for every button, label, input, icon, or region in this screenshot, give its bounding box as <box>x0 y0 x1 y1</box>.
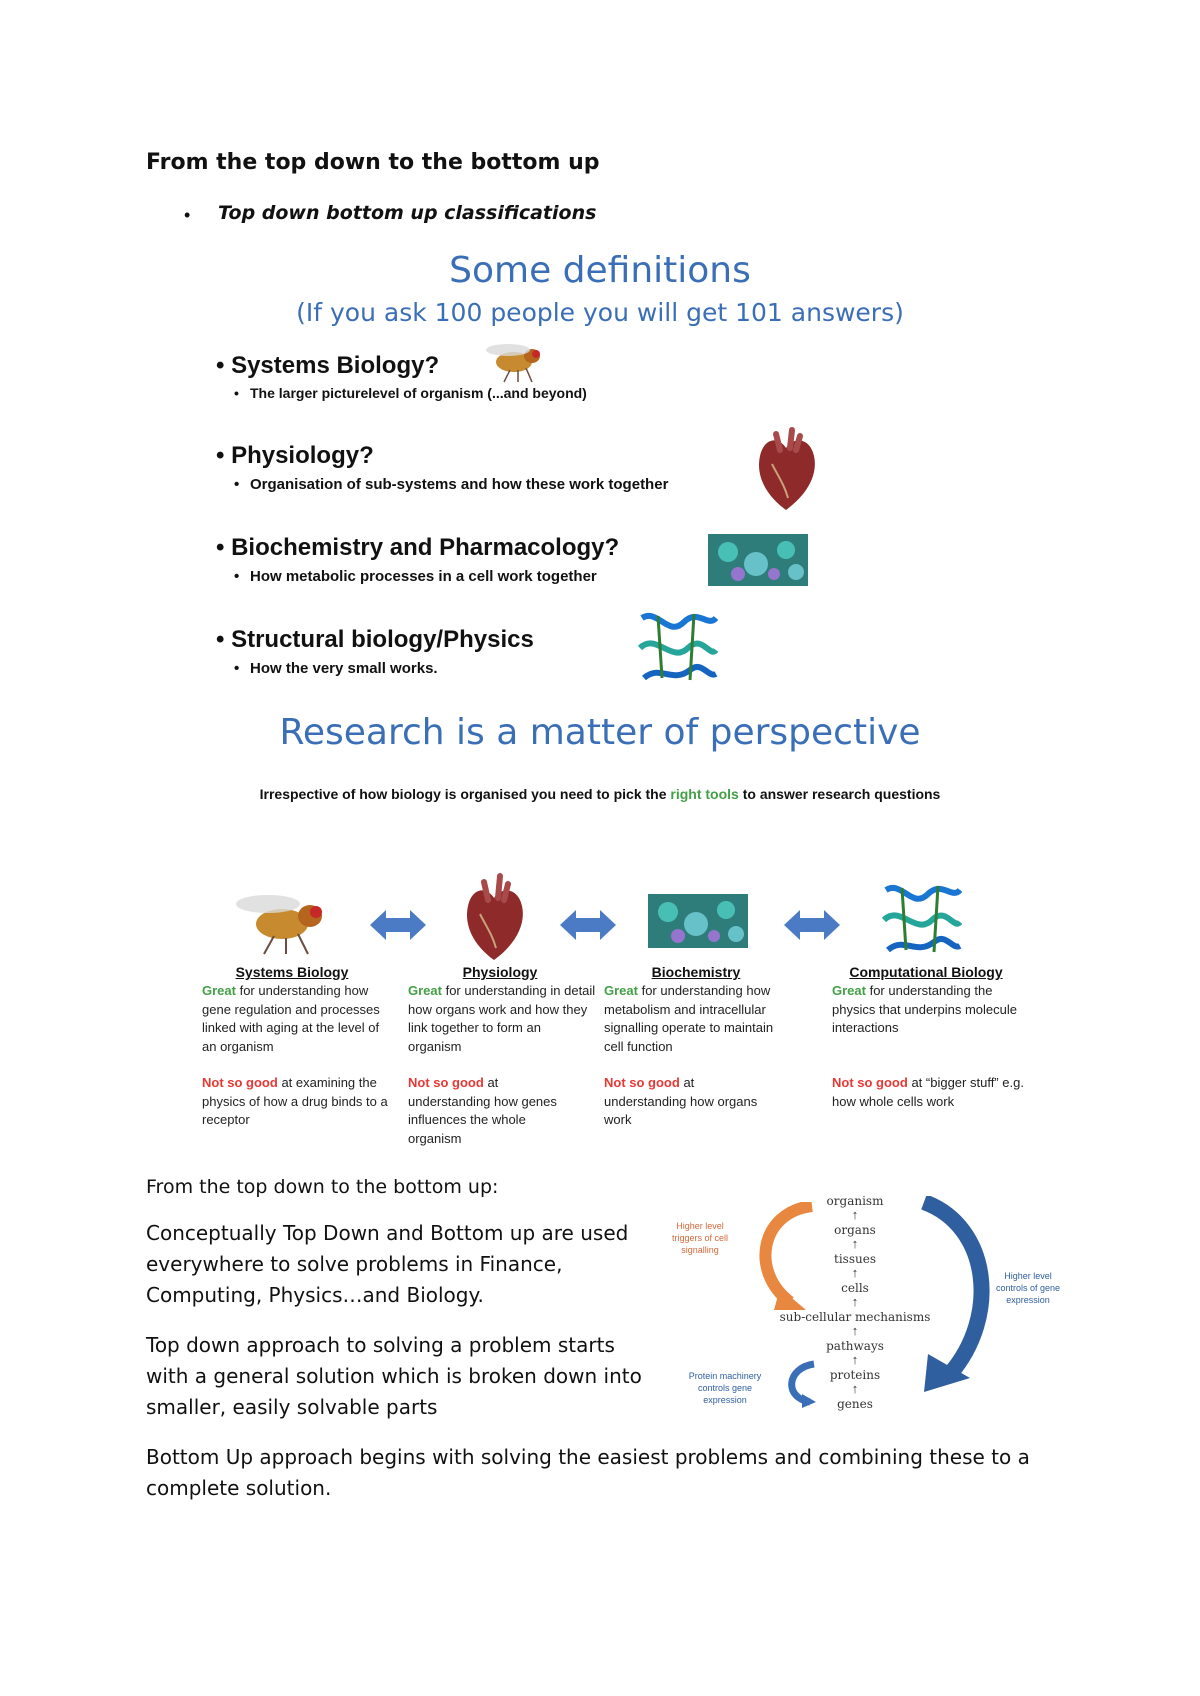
def-systems-biology-sub: • The larger picturelevel of organism (...and beyond) <box>250 385 587 401</box>
col-title-physiology: Physiology <box>462 964 538 980</box>
body-paragraph-2: Conceptually Top Down and Bottom up are used everywhere to solve problems in Finance, Computing, Physics…and Biology. <box>146 1221 629 1307</box>
body-paragraph-3: Top down approach to solving a problem starts with a general solution which is broken down into smaller, easily solvable parts <box>146 1333 642 1419</box>
protein-structure-image <box>638 608 718 684</box>
def-structural-sub: • How the very small works. <box>250 660 438 677</box>
fly-image <box>482 336 554 384</box>
col-bad-biochemistry: Not so good at understanding how organs work <box>604 1075 758 1127</box>
def-physiology: • Physiology? <box>216 442 374 469</box>
def-physiology-sub: • Organisation of sub-systems and how these work together <box>250 476 668 493</box>
curved-blue-arrow-icon <box>910 1196 1000 1396</box>
curved-orange-arrow-icon <box>740 1202 820 1312</box>
up-arrow-icon: ↑ <box>851 1236 859 1251</box>
def-systems-biology: • Systems Biology? <box>216 352 440 379</box>
double-arrow-1 <box>370 908 426 942</box>
note-higher-level-controls: Higher level controls of gene expression <box>995 1271 1061 1305</box>
body-paragraph-1: From the top down to the bottom up: <box>146 1176 499 1198</box>
level-cells: cells <box>841 1281 869 1295</box>
def-structural: • Structural biology/Physics <box>216 626 534 653</box>
col-great-systems-biology: Great for understanding how gene regulation and processes linked with aging at the level of an organism <box>202 983 380 1054</box>
protein-structure-image-large <box>882 880 962 956</box>
col-bad-systems-biology: Not so good at examining the physics of how a drug binds to a receptor <box>202 1075 388 1127</box>
note-higher-level-triggers: Higher level triggers of cell signalling <box>671 1221 729 1255</box>
level-pathways: pathways <box>826 1339 884 1353</box>
def-biochemistry-sub: • How metabolic processes in a cell work together <box>250 568 597 585</box>
level-proteins: proteins <box>829 1368 881 1382</box>
page-heading: From the top down to the bottom up <box>146 150 600 175</box>
level-organism: organism <box>826 1194 884 1208</box>
up-arrow-icon: ↑ <box>851 1352 859 1367</box>
col-title-computational-biology: Computational Biology <box>849 964 1003 980</box>
col-title-systems-biology: Systems Biology <box>235 964 349 980</box>
up-arrow-icon: ↑ <box>851 1381 859 1396</box>
double-arrow-3 <box>784 908 840 942</box>
bullet-text: Top down bottom up classifications <box>218 202 597 224</box>
cells-image <box>708 534 808 586</box>
bullet-marker: • <box>184 205 191 225</box>
up-arrow-icon: ↑ <box>851 1294 859 1309</box>
col-bad-physiology: Not so good at understanding how genes influences the whole organism <box>408 1075 557 1146</box>
slide2-intro: Irrespective of how biology is organised you need to pick the right tools to answer research questions <box>259 786 941 802</box>
level-tissues: tissues <box>834 1252 876 1266</box>
hierarchy-diagram <box>650 1184 1070 1420</box>
note-protein-machinery: Protein machinery controls gene expression <box>688 1371 762 1405</box>
col-great-physiology: Great for understanding in detail how organs work and how they link together to form an organism <box>408 983 596 1054</box>
up-arrow-icon: ↑ <box>851 1265 859 1280</box>
slide2-title: Research is a matter of perspective <box>279 712 921 753</box>
col-bad-computational-biology: Not so good at “bigger stuff” e.g. how whole cells work <box>832 1075 1024 1109</box>
level-genes: genes <box>837 1397 873 1411</box>
level-organs: organs <box>834 1223 876 1237</box>
double-arrow-2 <box>560 908 616 942</box>
def-biochemistry: • Biochemistry and Pharmacology? <box>216 534 620 561</box>
cells-image-large <box>648 894 748 948</box>
slide1-title: Some definitions <box>449 250 751 291</box>
fly-image-large <box>232 884 336 956</box>
col-great-biochemistry: Great for understanding how metabolism and intracellular signalling operate to maintain cell function <box>604 983 774 1054</box>
up-arrow-icon: ↑ <box>851 1207 859 1222</box>
level-sub-cellular-mechanisms: sub-cellular mechanisms <box>779 1310 931 1324</box>
slide1-subtitle: (If you ask 100 people you will get 101 answers) <box>296 298 904 327</box>
up-arrow-icon: ↑ <box>851 1323 859 1338</box>
col-great-computational-biology: Great for understanding the physics that underpins molecule interactions <box>832 983 1017 1035</box>
small-blue-arrow-icon <box>780 1358 820 1408</box>
heart-image-large <box>462 870 526 962</box>
body-paragraph-4: Bottom Up approach begins with solving the easiest problems and combining these to a complete solution. <box>146 1445 1030 1500</box>
col-title-biochemistry: Biochemistry <box>651 964 741 980</box>
heart-image <box>754 424 818 512</box>
